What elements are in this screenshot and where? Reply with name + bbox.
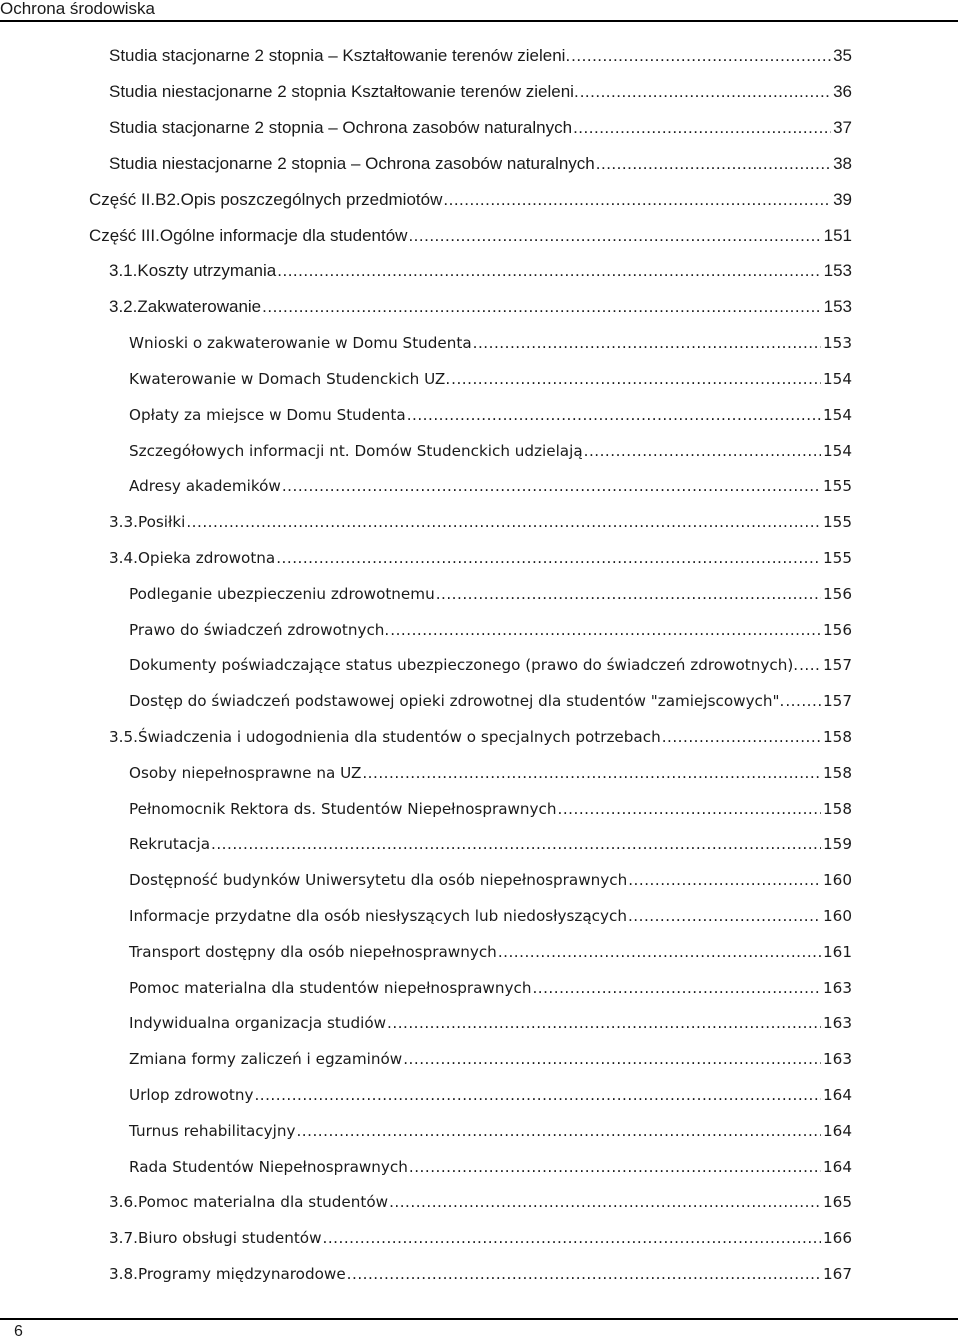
toc-leader-dots <box>573 115 831 141</box>
toc-entry-page: 163 <box>823 1014 852 1032</box>
toc-entry-title: 3.3.Posiłki <box>109 513 186 531</box>
toc-entry-page: 154 <box>823 370 852 388</box>
toc-leader-dots <box>628 867 821 893</box>
toc-entry-title: Informacje przydatne dla osób niesłyszących lub niedosłyszących <box>129 907 627 925</box>
toc-entry[interactable] <box>89 223 852 249</box>
toc-leader-dots <box>584 438 821 464</box>
toc-entry-title: 3.8.Programy międzynarodowe <box>109 1265 346 1283</box>
toc-leader-dots <box>558 796 821 822</box>
toc-entry[interactable] <box>109 258 852 284</box>
toc-entry[interactable] <box>129 402 852 428</box>
toc-entry-title: 3.4.Opieka zdrowotna <box>109 549 276 567</box>
toc-leader-dots <box>296 1118 821 1144</box>
toc-entry-page: 166 <box>823 1229 852 1247</box>
toc-entry-page: 153 <box>823 261 852 280</box>
toc-entry-title: Indywidualna organizacja studiów <box>129 1014 387 1032</box>
toc-leader-dots <box>785 688 821 714</box>
toc-entry[interactable] <box>129 867 852 893</box>
toc-entry-page: 164 <box>823 1122 852 1140</box>
toc-entry-title: 3.5.Świadczenia i udogodnienia dla studentów o specjalnych potrzebach <box>109 728 661 746</box>
toc-leader-dots <box>628 903 821 929</box>
toc-leader-dots <box>276 545 821 571</box>
toc-entry[interactable] <box>109 1225 852 1251</box>
toc-entry[interactable] <box>129 903 852 929</box>
toc-leader-dots <box>282 473 821 499</box>
toc-entry[interactable] <box>129 1082 852 1108</box>
toc-entry[interactable] <box>129 1046 852 1072</box>
toc-entry-page: 158 <box>823 764 852 782</box>
toc-entry-page: 158 <box>823 728 852 746</box>
toc-leader-dots <box>408 223 821 249</box>
toc-entry[interactable] <box>89 187 852 213</box>
toc-entry-title: Zmiana formy zaliczeń i egzaminów <box>129 1050 403 1068</box>
running-header-title: Ochrona środowiska <box>0 0 155 18</box>
toc-entry-page: 155 <box>823 513 852 531</box>
toc-entry-page: 165 <box>823 1193 852 1211</box>
toc-entry-title: Rada Studentów Niepełnosprawnych <box>129 1158 408 1176</box>
toc-entry[interactable] <box>129 688 852 714</box>
toc-entry[interactable] <box>109 1189 852 1215</box>
toc-entry-title: Rekrutacja <box>129 835 211 853</box>
toc-entry-title: Adresy akademików <box>129 477 281 495</box>
toc-entry[interactable] <box>109 294 852 320</box>
toc-entry-title: Studia niestacjonarne 2 stopnia – Ochrona zasobów naturalnych <box>109 154 595 173</box>
toc-entry[interactable] <box>129 652 852 678</box>
toc-leader-dots <box>498 939 821 965</box>
toc-entry[interactable] <box>129 1010 852 1036</box>
toc-leader-dots <box>323 1225 821 1251</box>
toc-leader-dots <box>532 975 821 1001</box>
toc-entry[interactable] <box>109 43 852 69</box>
toc-entry[interactable] <box>129 760 852 786</box>
toc-entry-page: 157 <box>823 692 852 710</box>
toc-entry-page: 37 <box>833 118 852 137</box>
toc-entry-title: Dokumenty poświadczające status ubezpieczonego (prawo do świadczeń zdrowotnych). <box>129 656 799 674</box>
toc-leader-dots <box>186 509 821 535</box>
toc-entry[interactable] <box>109 1261 852 1287</box>
toc-entry-page: 156 <box>823 585 852 603</box>
toc-entry-page: 159 <box>823 835 852 853</box>
toc-entry-title: Transport dostępny dla osób niepełnosprawnych <box>129 943 497 961</box>
toc-entry-page: 151 <box>823 226 852 245</box>
toc-entry-title: Kwaterowanie w Domach Studenckich UZ. <box>129 370 451 388</box>
toc-leader-dots <box>387 1010 821 1036</box>
toc-entry-title: Dostęp do świadczeń podstawowej opieki zdrowotnej dla studentów "zamiejscowych". <box>129 692 785 710</box>
toc-entry-page: 160 <box>823 871 852 889</box>
toc-entry-title: Część III.Ogólne informacje dla studentów <box>89 226 408 245</box>
toc-entry-title: Pomoc materialna dla studentów niepełnosprawnych <box>129 979 532 997</box>
toc-entry[interactable] <box>129 1154 852 1180</box>
toc-entry[interactable] <box>109 115 852 141</box>
toc-entry[interactable] <box>109 545 852 571</box>
toc-entry-page: 153 <box>823 334 852 352</box>
toc-entry-title: 3.7.Biuro obsługi studentów <box>109 1229 322 1247</box>
toc-entry-page: 164 <box>823 1086 852 1104</box>
toc-leader-dots <box>571 43 831 69</box>
toc-entry-page: 156 <box>823 621 852 639</box>
toc-entry[interactable] <box>129 831 852 857</box>
toc-leader-dots <box>473 330 821 356</box>
toc-entry[interactable] <box>129 366 852 392</box>
toc-leader-dots <box>443 187 831 213</box>
toc-entry-page: 154 <box>823 406 852 424</box>
toc-entry-page: 167 <box>823 1265 852 1283</box>
toc-leader-dots <box>262 294 821 320</box>
toc-entry-title: Osoby niepełnosprawne na UZ <box>129 764 362 782</box>
toc-entry-page: 158 <box>823 800 852 818</box>
toc-entry[interactable] <box>129 939 852 965</box>
toc-leader-dots <box>799 652 821 678</box>
footer-rule <box>0 1318 958 1320</box>
page-number: 6 <box>14 1323 23 1340</box>
toc-entry-page: 39 <box>833 190 852 209</box>
page-header <box>0 0 960 22</box>
toc-leader-dots <box>347 1261 821 1287</box>
toc-entry-page: 36 <box>833 82 852 101</box>
toc-leader-dots <box>362 760 821 786</box>
toc-entry-page: 163 <box>823 1050 852 1068</box>
toc-entry-title: Opłaty za miejsce w Domu Studenta <box>129 406 406 424</box>
toc-entry-page: 164 <box>823 1158 852 1176</box>
toc-entry-title: Część II.B2.Opis poszczególnych przedmiotów <box>89 190 443 209</box>
toc-entry-page: 154 <box>823 442 852 460</box>
toc-entry-title: Prawo do świadczeń zdrowotnych. <box>129 621 390 639</box>
toc-entry[interactable] <box>129 581 852 607</box>
toc-entry-title: 3.6.Pomoc materialna dla studentów <box>109 1193 389 1211</box>
toc-entry-title: Szczegółowych informacji nt. Domów Studenckich udzielają <box>129 442 583 460</box>
toc-entry[interactable] <box>129 473 852 499</box>
toc-entry-title: 3.1.Koszty utrzymania <box>109 261 277 280</box>
toc-entry-page: 155 <box>823 549 852 567</box>
toc-entry-page: 160 <box>823 907 852 925</box>
toc-entry[interactable] <box>109 509 852 535</box>
toc-entry-title: Studia stacjonarne 2 stopnia – Kształtowanie terenów zieleni. <box>109 46 571 65</box>
toc-entry-title: Pełnomocnik Rektora ds. Studentów Niepełnosprawnych <box>129 800 557 818</box>
toc-entry-page: 38 <box>833 154 852 173</box>
toc-entry-title: Dostępność budynków Uniwersytetu dla osób niepełnosprawnych <box>129 871 628 889</box>
toc-entry-page: 35 <box>833 46 852 65</box>
toc-leader-dots <box>211 831 821 857</box>
toc-entry[interactable] <box>129 438 852 464</box>
toc-entry-title: Wnioski o zakwaterowanie w Domu Studenta <box>129 334 472 352</box>
toc-leader-dots <box>390 617 821 643</box>
toc-entry[interactable] <box>129 617 852 643</box>
toc-entry[interactable] <box>129 1118 852 1144</box>
toc-entry-page: 157 <box>823 656 852 674</box>
toc-entry-title: Studia niestacjonarne 2 stopnia Kształtowanie terenów zieleni. <box>109 82 579 101</box>
toc-entry[interactable] <box>129 796 852 822</box>
toc-leader-dots <box>436 581 821 607</box>
toc-leader-dots <box>407 402 821 428</box>
toc-entry-page: 153 <box>823 297 852 316</box>
toc-entry[interactable] <box>109 79 852 105</box>
toc-leader-dots <box>254 1082 821 1108</box>
toc-leader-dots <box>451 366 821 392</box>
toc-leader-dots <box>409 1154 821 1180</box>
toc-entry-page: 155 <box>823 477 852 495</box>
toc-leader-dots <box>662 724 821 750</box>
toc-entry[interactable] <box>129 330 852 356</box>
toc-entry[interactable] <box>109 724 852 750</box>
toc-entry-title: Podleganie ubezpieczeniu zdrowotnemu <box>129 585 435 603</box>
toc-leader-dots <box>389 1189 821 1215</box>
toc-entry-page: 163 <box>823 979 852 997</box>
toc-leader-dots <box>403 1046 821 1072</box>
toc-leader-dots <box>277 258 821 284</box>
toc-leader-dots <box>596 151 831 177</box>
toc-entry-title: Urlop zdrowotny <box>129 1086 254 1104</box>
header-rule <box>0 20 958 22</box>
toc-entry[interactable] <box>129 975 852 1001</box>
toc-leader-dots <box>580 79 831 105</box>
toc-entry-title: Studia stacjonarne 2 stopnia – Ochrona zasobów naturalnych <box>109 118 573 137</box>
toc-entry[interactable] <box>109 151 852 177</box>
toc-entry-title: 3.2.Zakwaterowanie <box>109 297 262 316</box>
toc-entry-title: Turnus rehabilitacyjny <box>129 1122 296 1140</box>
toc-entry-page: 161 <box>823 943 852 961</box>
